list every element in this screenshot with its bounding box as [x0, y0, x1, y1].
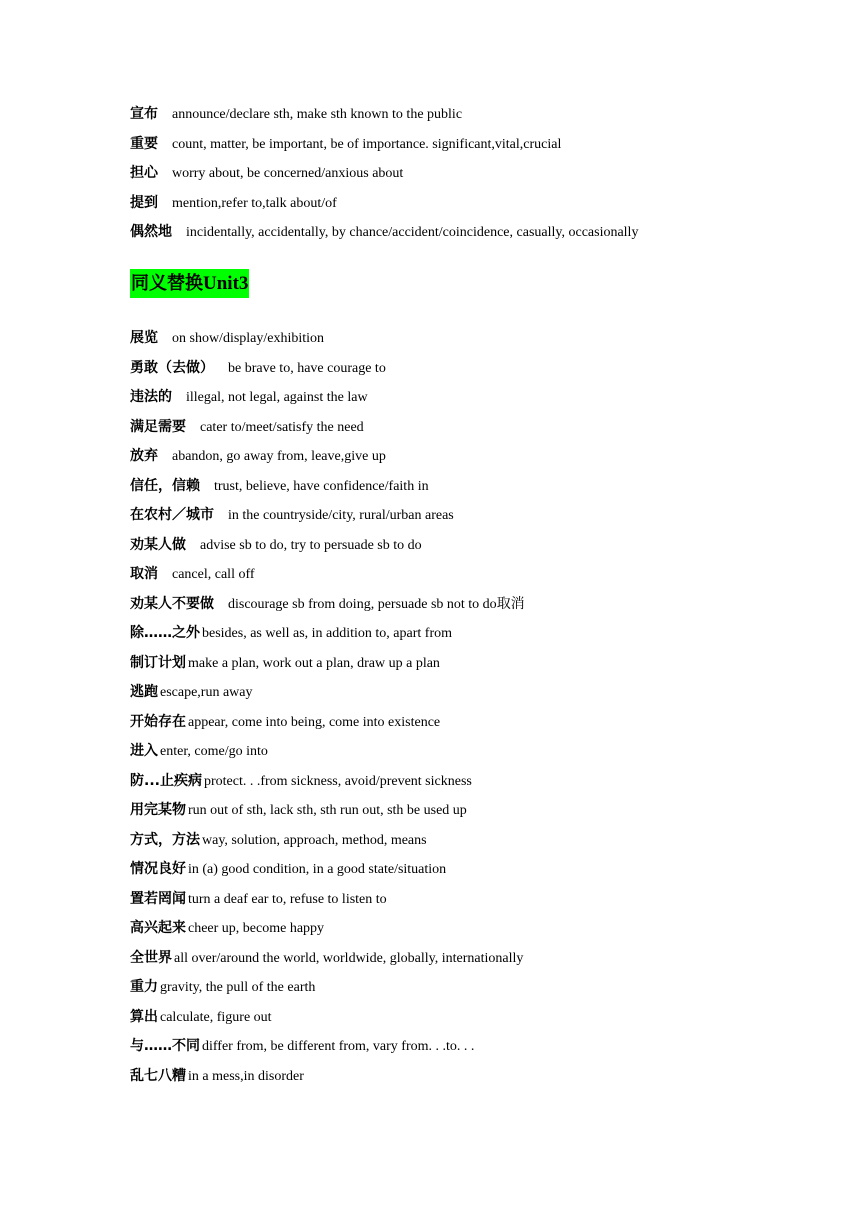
- vocab-definition: way, solution, approach, method, means: [202, 832, 427, 848]
- vocab-entry: [130, 384, 525, 414]
- vocab-term: 逃跑: [130, 684, 158, 700]
- vocab-term: 违法的: [130, 389, 172, 405]
- vocab-entry: [130, 502, 525, 532]
- vocab-term: 偶然地: [130, 224, 172, 240]
- vocab-entry: [130, 355, 525, 385]
- section-heading: [130, 269, 249, 298]
- vocab-note: 取消: [496, 596, 525, 612]
- vocab-definition: on show/display/exhibition: [172, 331, 325, 346]
- vocab-definition: cheer up, become happy: [188, 921, 325, 936]
- vocab-term: 劝某人做: [130, 536, 186, 553]
- vocab-entry: [130, 190, 638, 220]
- vocab-entry: [130, 1033, 525, 1063]
- vocab-definition: abandon, go away from, leave,give up: [172, 449, 386, 464]
- vocab-entry: [130, 561, 525, 591]
- vocab-term: 满足需要: [130, 418, 186, 435]
- vocab-entry: [130, 886, 525, 916]
- vocab-entry: [130, 797, 525, 827]
- vocab-entry: [130, 827, 525, 857]
- vocab-term: 重力: [130, 979, 158, 995]
- vocab-term: 方式，方法: [130, 831, 200, 848]
- vocab-term: 制订计划: [130, 654, 186, 671]
- vocab-definition: mention,refer to,talk about/of: [172, 195, 337, 211]
- vocab-term: 勇敢（去做）: [130, 359, 214, 376]
- vocab-definition: appear, come into being, come into existence: [188, 714, 441, 730]
- vocab-definition: cater to/meet/satisfy the need: [200, 419, 364, 435]
- vocab-term: 宣布: [130, 106, 158, 122]
- vocab-entry: [130, 1004, 525, 1034]
- vocab-entry: [130, 414, 525, 444]
- vocab-definition: discourage sb from doing, persuade sb not to do: [228, 596, 497, 612]
- vocab-definition: be brave to, have courage to: [228, 360, 386, 376]
- vocab-entry: [130, 650, 525, 680]
- vocab-entry: [130, 974, 525, 1004]
- vocab-term: 在农村／城市: [130, 507, 214, 523]
- vocab-entry: [130, 160, 638, 190]
- vocab-definition: protect. . .from sickness, avoid/prevent sickness: [203, 773, 472, 789]
- vocab-entry: [130, 443, 525, 473]
- vocab-definition: illegal, not legal, against the law: [186, 390, 368, 405]
- vocab-term: 防...止疾病: [130, 772, 202, 789]
- vocab-definition: in a mess,in disorder: [188, 1068, 304, 1084]
- section-heading-cn: 同义替换: [131, 273, 203, 294]
- vocab-entry: [130, 591, 525, 621]
- vocab-definition: worry about, be concerned/anxious about: [172, 166, 404, 181]
- vocab-definition: enter, come/go into: [160, 744, 268, 759]
- vocab-term: 高兴起来: [130, 920, 186, 936]
- vocab-entry: [130, 945, 525, 975]
- vocab-definition: advise sb to do, try to persuade sb to do: [200, 537, 422, 553]
- vocab-definition: count, matter, be important, be of importance. significant,vital,crucial: [172, 136, 562, 152]
- vocab-term: 与……不同: [130, 1038, 200, 1054]
- top-entry-list: [130, 101, 638, 249]
- vocab-definition: calculate, figure out: [160, 1009, 272, 1025]
- vocab-entry: [130, 679, 525, 709]
- vocab-term: 劝某人不要做: [130, 595, 214, 612]
- vocab-term: 开始存在: [130, 713, 186, 730]
- vocab-entry: [130, 620, 525, 650]
- vocab-definition: escape,run away: [160, 685, 253, 700]
- vocab-entry: [130, 856, 525, 886]
- vocab-entry: [130, 738, 525, 768]
- unit3-entry-list: [130, 325, 525, 1092]
- vocab-term: 放弃: [130, 448, 158, 464]
- vocab-term: 情况良好: [130, 861, 186, 877]
- vocab-term: 重要: [130, 135, 158, 152]
- vocab-term: 用完某物: [130, 802, 186, 818]
- vocab-term: 信任，信赖: [130, 477, 200, 494]
- vocab-definition: differ from, be different from, vary from. . .to. . .: [202, 1039, 475, 1054]
- vocab-entry: [130, 101, 638, 131]
- vocab-term: 全世界: [130, 949, 172, 966]
- vocab-entry: [130, 532, 525, 562]
- vocab-definition: besides, as well as, in addition to, apart from: [202, 626, 452, 641]
- vocab-entry: [130, 709, 525, 739]
- vocab-term: 取消: [130, 566, 158, 582]
- vocab-definition: all over/around the world, worldwide, globally, internationally: [174, 950, 524, 966]
- vocab-term: 除……之外: [130, 625, 200, 641]
- vocab-term: 进入: [130, 743, 158, 759]
- vocab-entry: [130, 131, 638, 161]
- vocab-term: 乱七八糟: [130, 1067, 186, 1084]
- vocab-entry: [130, 1063, 525, 1093]
- vocab-term: 置若罔闻: [130, 890, 186, 907]
- vocab-entry: [130, 325, 525, 355]
- vocab-definition: in (a) good condition, in a good state/situation: [188, 862, 447, 877]
- vocab-definition: cancel, call off: [172, 567, 255, 582]
- vocab-term: 担心: [130, 165, 158, 181]
- vocab-entry: [130, 915, 525, 945]
- vocab-definition: announce/declare sth, make sth known to the public: [172, 107, 463, 122]
- vocab-definition: turn a deaf ear to, refuse to listen to: [188, 891, 387, 907]
- vocab-definition: make a plan, work out a plan, draw up a plan: [188, 655, 440, 671]
- vocab-term: 提到: [130, 194, 158, 211]
- vocab-term: 展览: [130, 330, 158, 346]
- vocab-entry: [130, 473, 525, 503]
- vocab-entry: [130, 768, 525, 798]
- vocab-definition: incidentally, accidentally, by chance/accident/coincidence, casually, occasionally: [186, 225, 639, 240]
- vocab-definition: trust, believe, have confidence/faith in: [214, 478, 429, 494]
- vocab-definition: gravity, the pull of the earth: [160, 980, 316, 995]
- vocab-definition: in the countryside/city, rural/urban areas: [228, 508, 454, 523]
- vocab-definition: run out of sth, lack sth, sth run out, sth be used up: [188, 803, 467, 818]
- section-heading-en: Unit3: [203, 273, 249, 294]
- vocab-entry: [130, 219, 638, 249]
- vocab-term: 算出: [130, 1008, 158, 1025]
